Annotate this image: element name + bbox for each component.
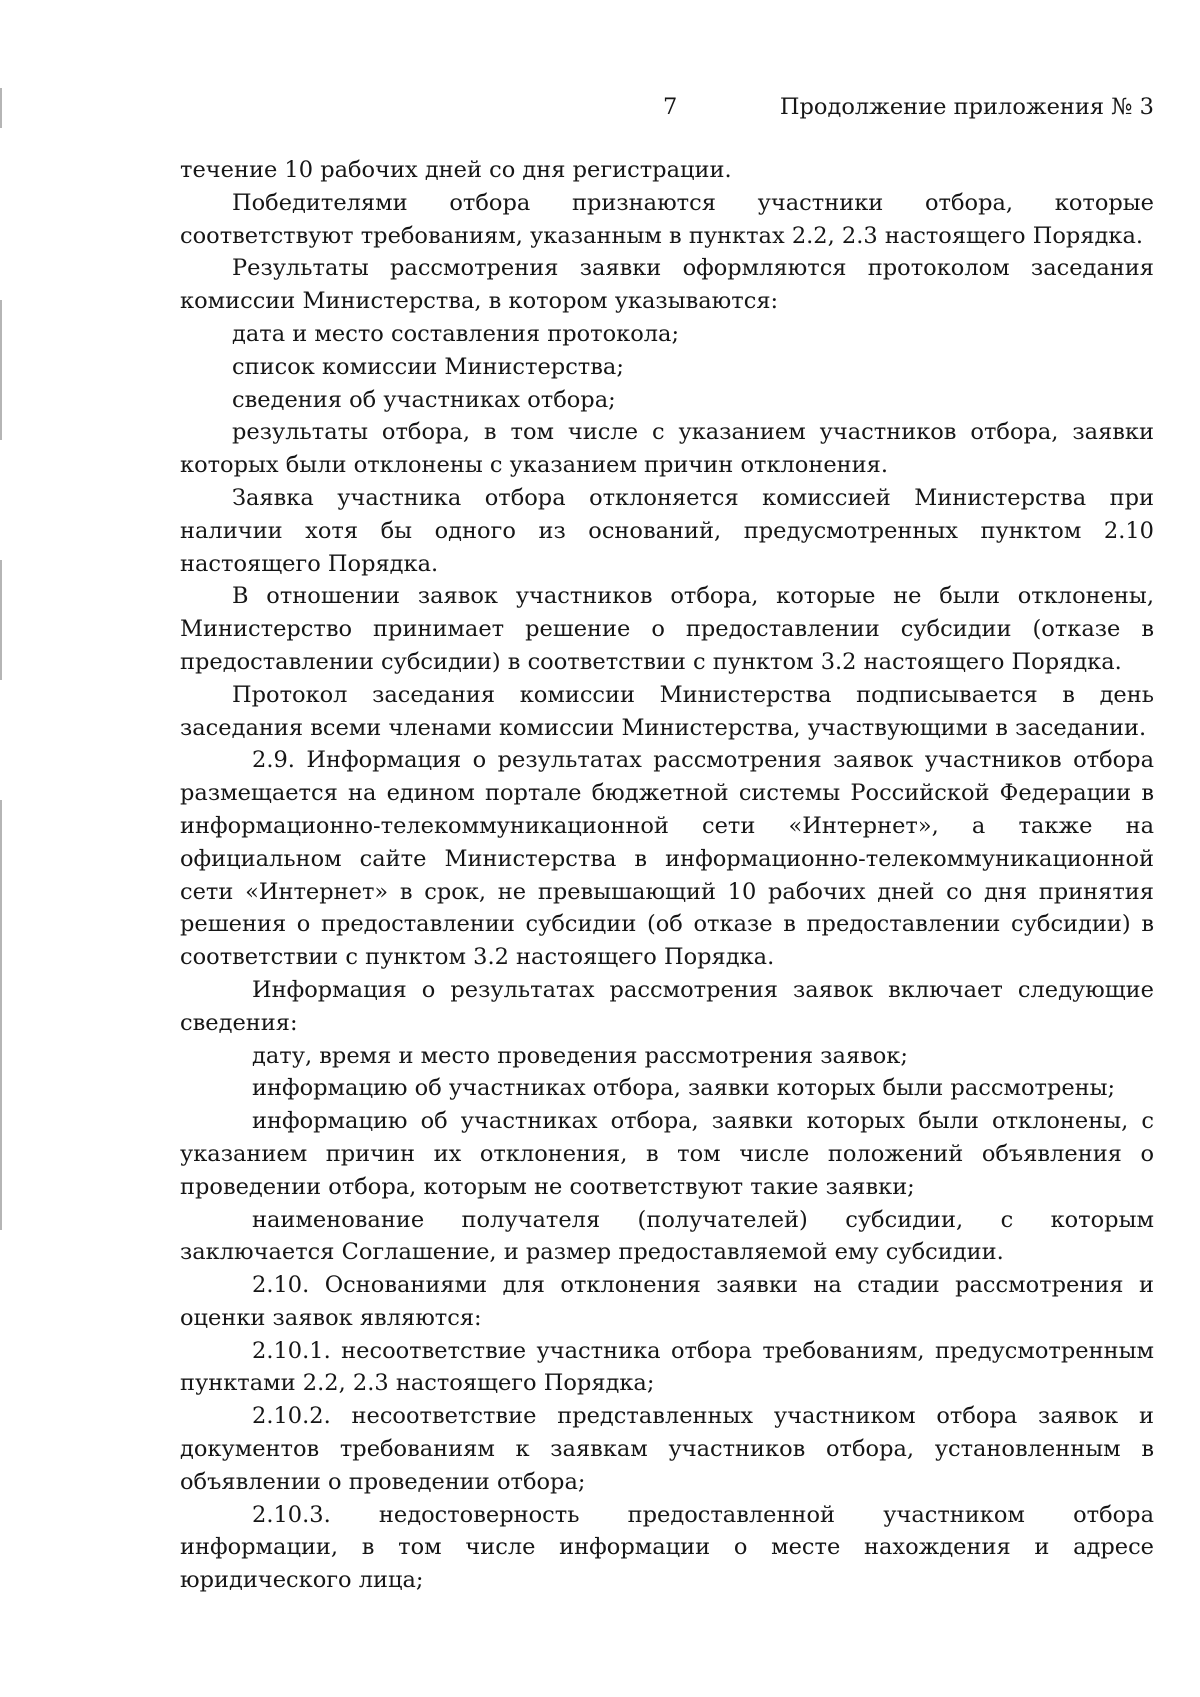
paragraph: Победителями отбора признаются участники отбора, которые соответствуют требованиям, указанным в пунктах 2.2, 2.3 настоящего Порядка. [180, 189, 1154, 249]
page-number: 7 [663, 94, 678, 120]
list-item: список комиссии Министерства; [232, 353, 624, 380]
list-item: сведения об участниках отбора; [232, 386, 616, 413]
list-item: результаты отбора, в том числе с указанием участников отбора, заявки которых были отклонены с указанием причин отклонения. [180, 419, 1154, 479]
scan-edge-mark [0, 800, 2, 1230]
paragraph: Заявка участника отбора отклоняется комиссией Министерства при наличии хотя бы одного из оснований, предусмотренных пунктом 2.10 настоящего Порядка. [180, 484, 1154, 577]
list-item: наименование получателя (получателей) субсидии, с которым заключается Соглашение, и размер предоставляемой ему субсидии. [180, 1206, 1154, 1266]
list-item: информацию об участниках отбора, заявки которых были рассмотрены; [252, 1075, 1116, 1102]
paragraph: течение 10 рабочих дней со дня регистрации. [180, 157, 732, 183]
paragraph: Протокол заседания комиссии Министерства подписывается в день заседания всеми членами комиссии Министерства, участвующими в заседании. [180, 681, 1154, 741]
clause-2-10-3: 2.10.3. недостоверность предоставленной участником отбора информации, в том числе информации о месте нахождения и адресе юридического лица; [180, 1501, 1154, 1594]
scan-edge-mark [0, 560, 2, 680]
clause-2-10-1: 2.10.1. несоответствие участника отбора требованиям, предусмотренным пунктами 2.2, 2.3 настоящего Порядка; [180, 1337, 1154, 1397]
clause-2-10: 2.10. Основаниями для отклонения заявки на стадии рассмотрения и оценки заявок являются: [180, 1272, 1154, 1331]
paragraph: Результаты рассмотрения заявки оформляются протоколом заседания комиссии Министерства, в котором указываются: [180, 255, 1154, 315]
clause-2-9: 2.9. Информация о результатах рассмотрения заявок участников отбора размещается на едином портале бюджетной системы Российской Федерации в информационно-телекоммуникационной сети «Интернет», а также на официальном сайте Министерства в информационно-телекоммуникационной сети «Интернет» в срок, не превышающий 10 рабочих дней со дня принятия решения о предоставлении субсидии (об отказе в предоставлении субсидии) в соответствии с пунктом 3.2 настоящего Порядка. [180, 747, 1154, 971]
page-header [0, 94, 1200, 126]
paragraph: Информация о результатах рассмотрения заявок включает следующие сведения: [180, 976, 1154, 1036]
list-item: информацию об участниках отбора, заявки которых были отклонены, с указанием причин их отклонения, в том числе положений объявления о проведении отбора, которым не соответствуют такие заявки; [180, 1108, 1154, 1200]
scan-edge-mark [0, 300, 2, 440]
list-item: дата и место составления протокола; [232, 320, 680, 347]
clause-2-10-2: 2.10.2. несоответствие представленных участником отбора заявок и документов требованиям к заявкам участников отбора, установленным в объявлении о проведении отбора; [180, 1403, 1154, 1495]
appendix-continuation-note: Продолжение приложения № 3 [779, 94, 1154, 120]
paragraph: В отношении заявок участников отбора, которые не были отклонены, Министерство принимает решение о предоставлении субсидии (отказе в предоставлении субсидии) в соответствии с пунктом 3.2 настоящего Порядка. [180, 583, 1154, 675]
list-item: дату, время и место проведения рассмотрения заявок; [252, 1042, 908, 1069]
document-body [180, 154, 1154, 1597]
